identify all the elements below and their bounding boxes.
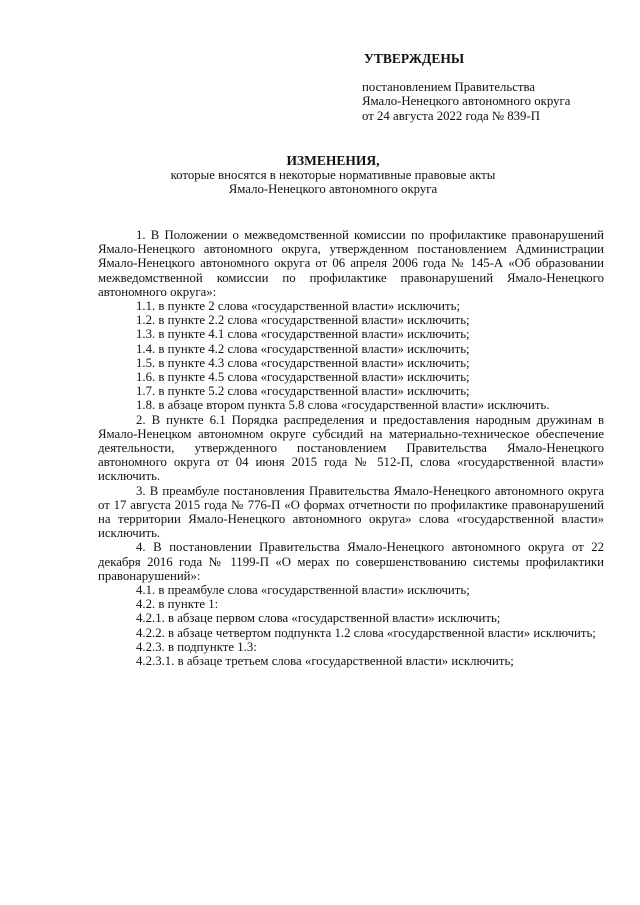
approval-block xyxy=(362,52,612,123)
subparagraph: 4.2.1. в абзаце первом слова «государственной власти» исключить; xyxy=(136,611,501,626)
title-heading: ИЗМЕНЕНИЯ, xyxy=(286,153,380,168)
paragraph: 3. В преамбуле постановления Правительства Ямало-Ненецкого автономного округа от 17 августа 2015 года № 776-П «О формах отчетности по профилактике правонарушений на территории Ямало-Ненецкого автономного округа» слова «государственной власти» исключить. xyxy=(98,483,604,541)
approval-line: Ямало-Ненецкого автономного округа xyxy=(362,94,571,109)
subparagraph: 1.3. в пункте 4.1 слова «государственной власти» исключить; xyxy=(136,327,470,342)
document-body xyxy=(98,228,604,668)
title-subtitle: Ямало-Ненецкого автономного округа xyxy=(228,182,438,197)
subparagraph: 4.1. в преамбуле слова «государственной власти» исключить; xyxy=(136,583,470,598)
paragraph: 1. В Положении о межведомственной комиссии по профилактике правонарушений Ямало-Ненецкого автономного округа, утвержденном постановлением Администрации Ямало-Ненецкого автономного округа от 06 апреля 2006 года № 145-А «Об образовании межведомственной комиссии по профилактике правонарушений Ямало-Ненецкого автономного округа»: xyxy=(98,228,604,299)
document-title xyxy=(0,154,640,197)
paragraph: 4. В постановлении Правительства Ямало-Ненецкого автономного округа от 22 декабря 2016 года № 1199-П «О мерах по совершенствованию системы профилактики правонарушений»: xyxy=(98,540,604,583)
paragraph: 2. В пункте 6.1 Порядка распределения и предоставления народным дружинам в Ямало-Ненецком автономном округе субсидий на материально-техническое обеспечение деятельности, утвержденного постановлением Правительства Ямало-Ненецкого автономного округа от 04 июня 2015 года № 512-П, слова «государственной власти» исключить. xyxy=(98,412,604,484)
subparagraph: 1.8. в абзаце втором пункта 5.8 слова «государственной власти» исключить. xyxy=(136,398,550,413)
subparagraph: 4.2. в пункте 1: xyxy=(136,597,219,612)
title-subtitle: которые вносятся в некоторые нормативные правовые акты xyxy=(170,168,496,183)
subparagraph: 1.1. в пункте 2 слова «государственной власти» исключить; xyxy=(136,299,460,314)
subparagraph: 1.6. в пункте 4.5 слова «государственной власти» исключить; xyxy=(136,370,470,385)
approval-line: постановлением Правительства xyxy=(362,80,536,95)
subparagraph: 4.2.3. в подпункте 1.3: xyxy=(136,639,257,654)
approval-heading: УТВЕРЖДЕНЫ xyxy=(364,51,465,66)
subparagraph: 1.2. в пункте 2.2 слова «государственной власти» исключить; xyxy=(136,313,470,328)
subparagraph: 4.2.2. в абзаце четвертом подпункта 1.2 слова «государственной власти» исключить; xyxy=(136,625,596,640)
subparagraph: 1.7. в пункте 5.2 слова «государственной власти» исключить; xyxy=(136,384,470,399)
subparagraph: 1.4. в пункте 4.2 слова «государственной власти» исключить; xyxy=(136,341,470,356)
approval-line: от 24 августа 2022 года № 839-П xyxy=(362,108,540,123)
subparagraph: 4.2.3.1. в абзаце третьем слова «государственной власти» исключить; xyxy=(136,654,514,669)
subparagraph: 1.5. в пункте 4.3 слова «государственной власти» исключить; xyxy=(136,355,470,370)
